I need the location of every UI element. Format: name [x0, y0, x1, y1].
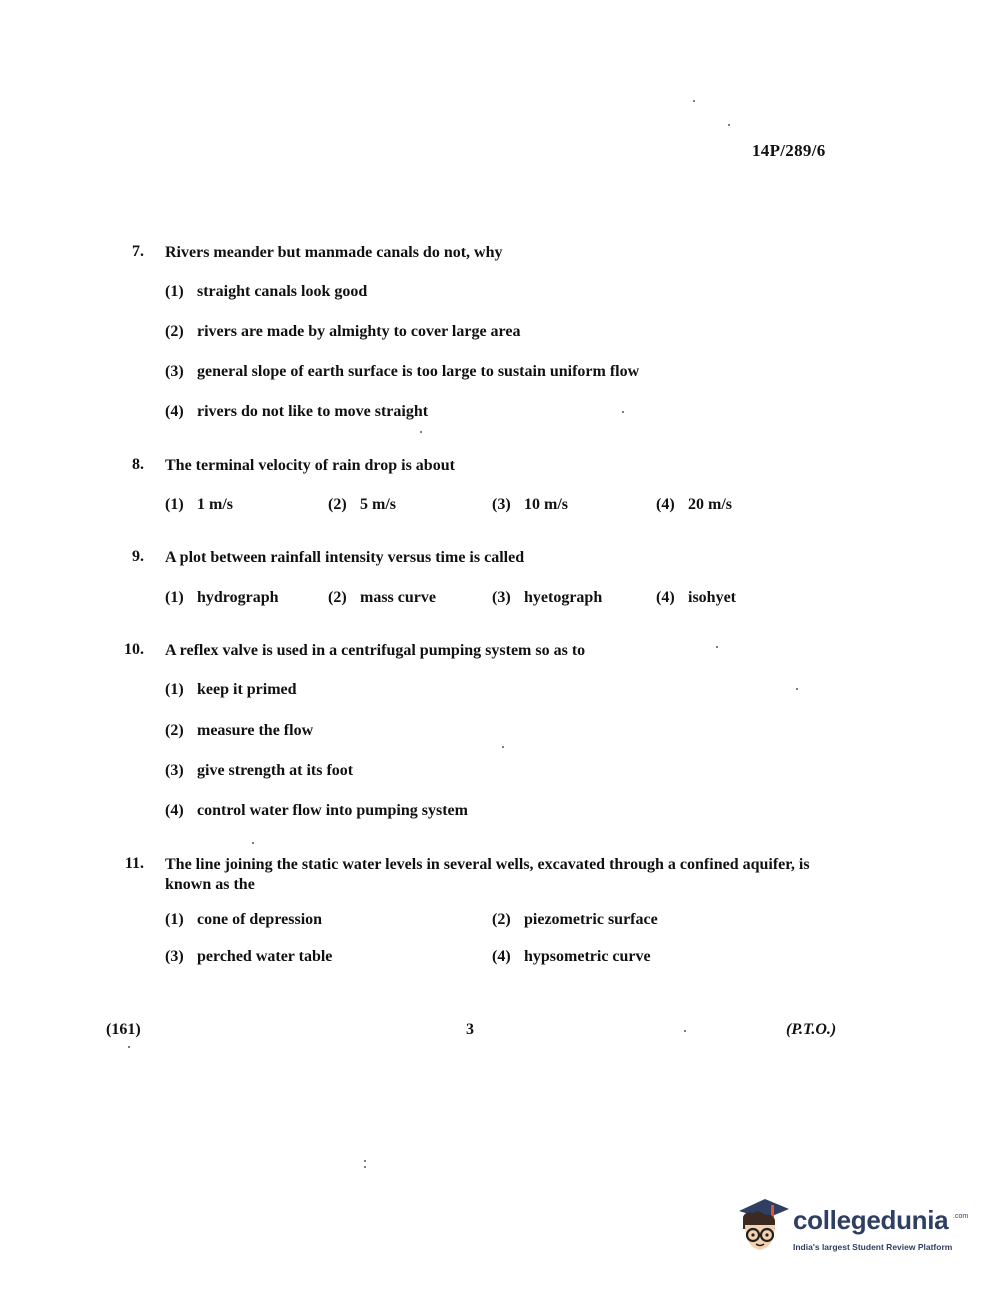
option-number: (2): [165, 323, 184, 340]
option-text: 20 m/s: [688, 496, 732, 513]
scan-speck: [716, 646, 718, 648]
option-number: (4): [656, 496, 675, 513]
scan-speck: [128, 1046, 130, 1048]
logo-tagline: India's largest Student Review Platform: [793, 1242, 953, 1252]
question-number: 9.: [132, 548, 144, 565]
option-text: 1 m/s: [197, 496, 233, 513]
option-text: general slope of earth surface is too large to sustain uniform flow: [197, 363, 640, 380]
option-number: (3): [492, 496, 511, 513]
option-3: [165, 762, 353, 780]
option-text: measure the flow: [197, 722, 314, 739]
scan-speck: [796, 688, 798, 690]
option-4: [656, 589, 736, 607]
option-1: [165, 496, 233, 514]
scan-speck: [420, 431, 422, 433]
logo-suffix: .com: [953, 1213, 969, 1220]
option-4: [492, 948, 651, 966]
option-text: straight canals look good: [197, 283, 368, 300]
option-number: (3): [165, 948, 184, 965]
option-text: hypsometric curve: [524, 948, 651, 965]
option-number: (1): [165, 496, 184, 513]
option-text: isohyet: [688, 589, 736, 606]
option-1: [165, 681, 297, 699]
option-1: [165, 589, 279, 607]
option-number: (4): [165, 403, 184, 420]
option-3: [165, 363, 639, 381]
option-number: (4): [656, 589, 675, 606]
question-text: A reflex valve is used in a centrifugal pumping system so as to: [165, 642, 586, 659]
question-text: The line joining the static water levels in several wells, excavated through a confined aquifer, is known as the: [165, 856, 810, 893]
option-text: piezometric surface: [524, 911, 658, 928]
scan-speck: [684, 1030, 686, 1032]
option-2: [165, 323, 520, 341]
option-text: keep it primed: [197, 681, 297, 698]
page-number: 3: [466, 1021, 474, 1038]
option-2: [328, 496, 396, 514]
scan-speck: [502, 746, 504, 748]
option-number: (3): [165, 762, 184, 779]
option-2: [328, 589, 436, 607]
scan-speck: [728, 124, 730, 126]
option-number: (2): [328, 589, 347, 606]
option-number: (4): [492, 948, 511, 965]
option-text: 5 m/s: [360, 496, 396, 513]
option-2: [165, 722, 313, 740]
booklet-code: (161): [106, 1021, 141, 1038]
question-number: 7.: [132, 243, 144, 260]
option-text: give strength at its foot: [197, 762, 354, 779]
option-text: rivers are made by almighty to cover large area: [197, 323, 521, 340]
paper-code: 14P/289/6: [752, 141, 826, 160]
collegedunia-logo: [735, 1195, 969, 1265]
option-text: 10 m/s: [524, 496, 568, 513]
option-number: (2): [328, 496, 347, 513]
option-number: (1): [165, 911, 184, 928]
question-text: Rivers meander but manmade canals do not, why: [165, 244, 503, 261]
scan-speck: [252, 842, 254, 844]
option-number: (2): [165, 722, 184, 739]
option-number: (3): [165, 363, 184, 380]
option-4: [165, 403, 428, 421]
option-4: [656, 496, 732, 514]
option-text: control water flow into pumping system: [197, 802, 468, 819]
question-number: 11.: [124, 855, 144, 872]
scan-speck: [622, 411, 624, 413]
option-text: cone of depression: [197, 911, 323, 928]
option-number: (1): [165, 589, 184, 606]
option-4: [165, 802, 468, 820]
option-3: [492, 496, 568, 514]
scan-speck: [693, 100, 695, 102]
question-number: 10.: [124, 641, 144, 658]
option-2: [492, 911, 658, 929]
logo-wordmark: collegedunia: [793, 1205, 949, 1235]
option-text: hydrograph: [197, 589, 279, 606]
option-number: (3): [492, 589, 511, 606]
question-text: A plot between rainfall intensity versus time is called: [165, 549, 525, 566]
option-3: [165, 948, 332, 966]
option-text: hyetograph: [524, 589, 603, 606]
option-number: (2): [492, 911, 511, 928]
scan-speck: [364, 1160, 366, 1162]
option-1: [165, 283, 367, 301]
option-text: perched water table: [197, 948, 333, 965]
option-1: [165, 911, 322, 929]
mascot-icon: [735, 1195, 791, 1257]
option-number: (1): [165, 283, 184, 300]
option-text: rivers do not like to move straight: [197, 403, 429, 420]
question-text: The terminal velocity of rain drop is about: [165, 457, 455, 474]
scan-speck: [364, 1166, 366, 1168]
question-number: 8.: [132, 456, 144, 473]
option-3: [492, 589, 602, 607]
option-text: mass curve: [360, 589, 436, 606]
pto-note: (P.T.O.): [786, 1021, 837, 1038]
option-number: (4): [165, 802, 184, 819]
option-number: (1): [165, 681, 184, 698]
